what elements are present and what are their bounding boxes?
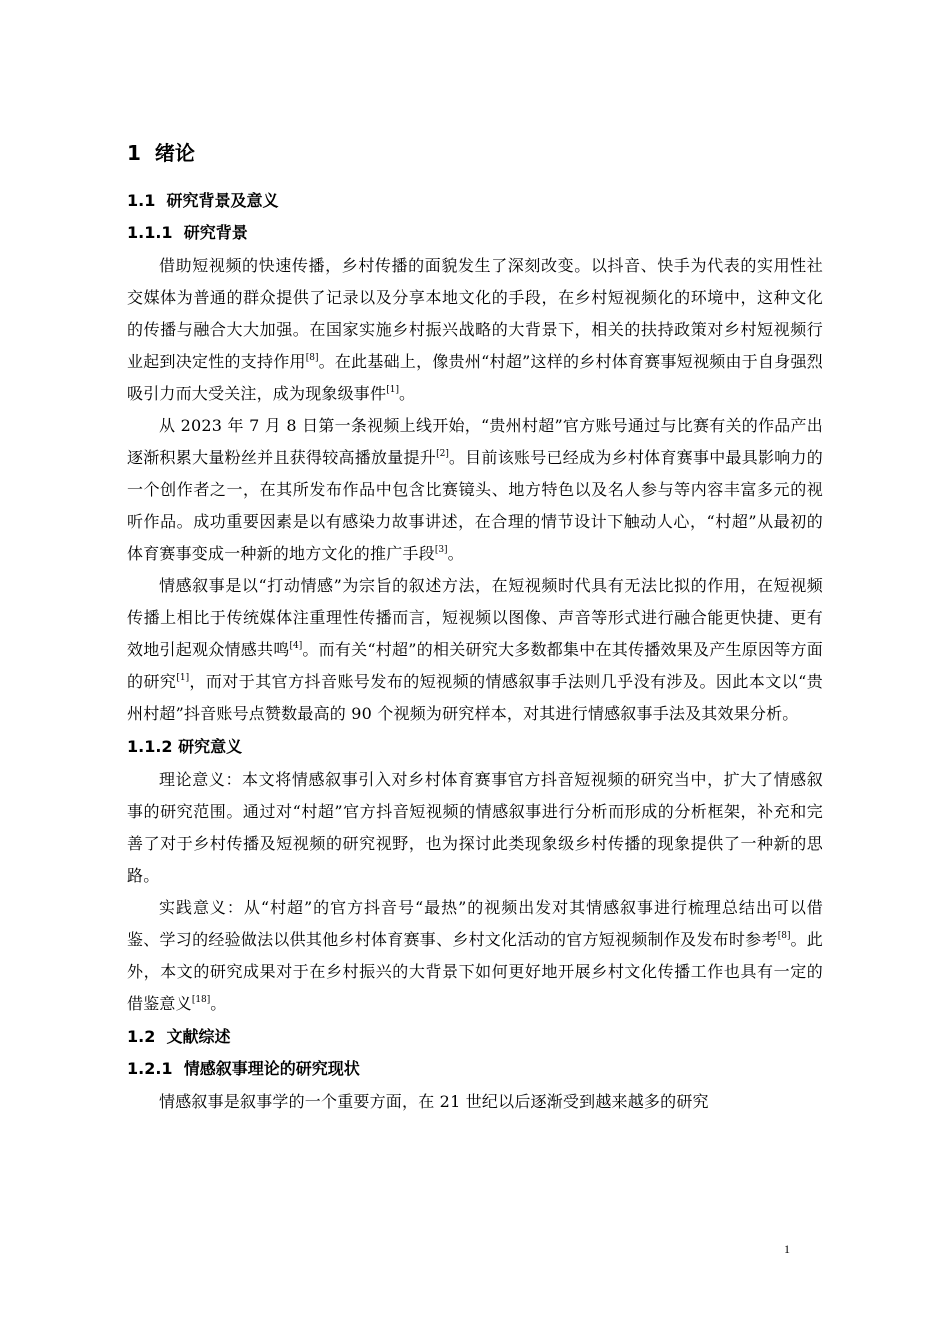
section-number: 1.2 xyxy=(127,1027,156,1046)
paragraph-text: 从 2023 年 7 月 8 日第一条视频上线开始，“贵州村超”官方账号通过与比赛有关的作品产出逐渐积累大量粉丝并且获得较高播放量提升 xyxy=(127,416,823,467)
citation-ref: [1] xyxy=(386,385,399,395)
chapter-heading xyxy=(127,138,823,168)
paragraph-text: 。在此基础上，像贵州“村超”这样的乡村体育赛事短视频由于自身强烈吸引力而大受关注，成为现象级事件 xyxy=(127,352,824,403)
section-heading-1-2 xyxy=(127,1022,823,1052)
subsection-title: 1.1.2 研究意义 xyxy=(127,737,243,756)
citation-ref: [8] xyxy=(305,353,319,363)
subsection-number: 1.2.1 xyxy=(127,1059,173,1078)
paragraph-text: 。此外，本文的研究成果对于在乡村振兴的大背景下如何更好地开展乡村文化传播工作也具有一定的借鉴意义 xyxy=(127,930,823,1013)
page-number: 1 xyxy=(784,1242,790,1256)
subsection-heading-1-1-2 xyxy=(127,732,823,762)
citation-ref: [4] xyxy=(289,641,303,651)
citation-ref: [18] xyxy=(191,995,211,1005)
section-number: 1.1 xyxy=(127,191,156,210)
paragraph-text: 。而有关“村超”的相关研究大多数都集中在其传播效果及产生原因等方面的研究 xyxy=(127,640,823,691)
body-paragraph-2 xyxy=(127,410,823,570)
subsection-heading-1-2-1 xyxy=(127,1054,823,1084)
paragraph-text: 。目前该账号已经成为乡村体育赛事中最具影响力的一个创作者之一，在其所发布作品中包含比赛镜头、地方特色以及名人参与等内容丰富多元的视听作品。成功重要因素是以有感染力故事讲述，在合理的情节设计下触动人心，“村超”从最初的体育赛事变成一种新的地方文化的推广手段 xyxy=(127,448,823,563)
body-paragraph-3 xyxy=(127,570,823,730)
paragraph-text: 。 xyxy=(447,544,464,563)
chapter-title: 绪论 xyxy=(154,141,195,165)
paragraph-text: ，而对于其官方抖音账号发布的短视频的情感叙事手法则几乎没有涉及。因此本文以“贵州村超”抖音账号点赞数最高的 90 个视频为研究样本，对其进行情感叙事手法及其效果分析。 xyxy=(127,672,824,723)
paragraph-text: 。 xyxy=(398,384,416,403)
subsection-title: 研究背景 xyxy=(183,223,248,242)
subsection-number: 1.1.1 xyxy=(127,223,173,242)
citation-ref: [1] xyxy=(176,673,190,683)
body-paragraph-4 xyxy=(127,764,823,892)
citation-ref: [3] xyxy=(434,545,448,555)
body-paragraph-5 xyxy=(127,892,823,1020)
body-paragraph-1 xyxy=(127,250,823,410)
body-paragraph-6 xyxy=(127,1086,823,1118)
section-title: 文献综述 xyxy=(166,1027,231,1046)
paragraph-text: 实践意义：从“村超”的官方抖音号“最热”的视频出发对其情感叙事进行梳理总结出可以借鉴、学习的经验做法以供其他乡村体育赛事、乡村文化活动的官方短视频制作及发布时参考 xyxy=(127,898,823,949)
citation-ref: [2] xyxy=(436,449,449,459)
citation-ref: [8] xyxy=(777,931,791,941)
paragraph-text: 情感叙事是以“打动情感”为宗旨的叙述方法，在短视频时代具有无法比拟的作用，在短视频传播上相比于传统媒体注重理性传播而言，短视频以图像、声音等形式进行融合能更快捷、更有效地引起观众情感共鸣 xyxy=(127,576,823,659)
paragraph-text: 理论意义：本文将情感叙事引入对乡村体育赛事官方抖音短视频的研究当中，扩大了情感叙事的研究范围。通过对“村超”官方抖音短视频的情感叙事进行分析而形成的分析框架，补充和完善了对于乡村传播及短视频的研究视野，也为探讨此类现象级乡村传播的现象提供了一种新的思路。 xyxy=(127,770,823,885)
page-content xyxy=(127,138,823,1118)
subsection-heading-1-1-1 xyxy=(127,218,823,248)
paragraph-text: 。 xyxy=(210,994,227,1013)
paragraph-text: 借助短视频的快速传播，乡村传播的面貌发生了深刻改变。以抖音、快手为代表的实用性社交媒体为普通的群众提供了记录以及分享本地文化的手段，在乡村短视频化的环境中，这种文化的传播与融合大大加强。在国家实施乡村振兴战略的大背景下，相关的扶持政策对乡村短视频行业起到决定性的支持作用 xyxy=(127,256,823,371)
chapter-number: 1 xyxy=(127,141,141,165)
paragraph-text: 情感叙事是叙事学的一个重要方面，在 21 世纪以后逐渐受到越来越多的研究 xyxy=(159,1092,709,1111)
section-heading-1-1 xyxy=(127,186,823,216)
subsection-title: 情感叙事理论的研究现状 xyxy=(183,1059,360,1078)
section-title: 研究背景及意义 xyxy=(166,191,279,210)
